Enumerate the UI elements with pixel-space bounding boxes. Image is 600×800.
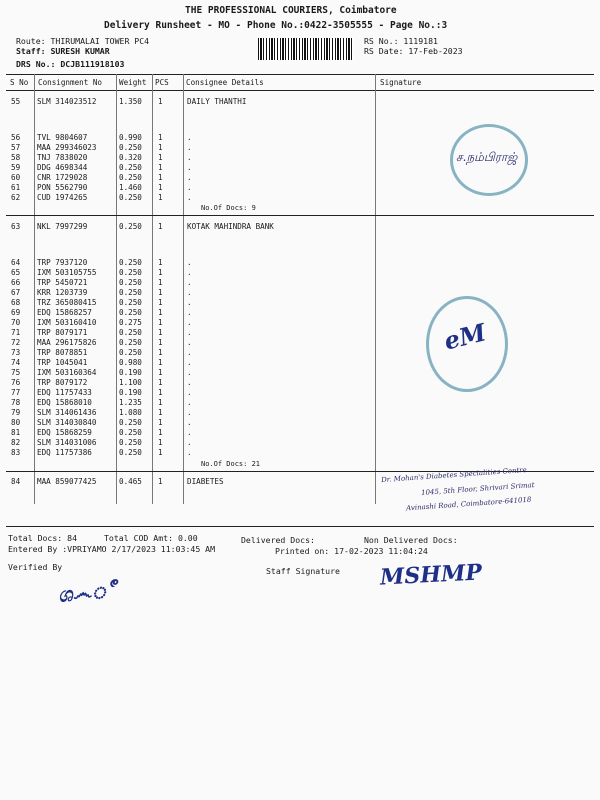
runsheet-subtitle: Delivery Runsheet - MO - Phone No.:0422-3505555 - Page No.:3 xyxy=(104,20,448,31)
barcode-image xyxy=(258,38,354,60)
table-row: 65 IXM 503105755 0.250 1 . xyxy=(11,268,192,277)
table-header xyxy=(0,78,600,88)
table-row: 81 EDQ 15868259 0.250 1 . xyxy=(11,428,192,437)
non-delivered-docs: Non Delivered Docs: xyxy=(364,535,458,545)
col-signature: Signature xyxy=(380,78,422,87)
total-docs: Total Docs: 84 xyxy=(8,533,78,543)
entered-by: Entered By :VPRIYAMO 2/17/2023 11:03:45 AM xyxy=(8,544,216,554)
signature-mark: eM xyxy=(441,317,489,356)
table-row: 70 IXM 503160410 0.275 1 . xyxy=(11,318,192,327)
table-row: 77 EDQ 11757433 0.190 1 . xyxy=(11,388,192,397)
tamil-signature: ச.நம்பிராஜ் xyxy=(456,150,518,164)
table-row: 67 KRR 1203739 0.250 1 . xyxy=(11,288,192,297)
col-consignee: Consignee Details xyxy=(186,78,264,87)
staff-label: Staff: SURESH KUMAR xyxy=(16,46,110,56)
table-row: 74 TRP 1045041 0.980 1 . xyxy=(11,358,192,367)
total-cod: Total COD Amt: 0.00 xyxy=(104,533,198,543)
table-row: 55 SLM 314023512 1.350 1 DAILY THANTHI xyxy=(11,97,247,106)
table-row: 66 TRP 5450721 0.250 1 . xyxy=(11,278,192,287)
table-header-rule xyxy=(6,90,594,91)
table-row: 76 TRP 8079172 1.100 1 . xyxy=(11,378,192,387)
rs-date: RS Date: 17-Feb-2023 xyxy=(364,46,463,56)
col-pcs: PCS xyxy=(155,78,169,87)
col-weight: Weight xyxy=(119,78,147,87)
table-row: 59 DDG 4698344 0.250 1 . xyxy=(11,163,192,172)
group-divider xyxy=(6,215,594,216)
staff-signature-mark: MSHMP xyxy=(379,559,483,591)
table-row: 84 MAA 859077425 0.465 1 DIABETES xyxy=(11,477,224,486)
table-row: 82 SLM 314031006 0.250 1 . xyxy=(11,438,192,447)
table-row: 80 SLM 314030840 0.250 1 . xyxy=(11,418,192,427)
col-consignment: Consignment No xyxy=(38,78,103,87)
rs-number: RS No.: 1119181 xyxy=(364,36,438,46)
printed-on: Printed on: 17-02-2023 11:04:24 xyxy=(275,546,428,556)
table-row: 61 PON 5562790 1.460 1 . xyxy=(11,183,192,192)
table-row: 72 MAA 296175826 0.250 1 . xyxy=(11,338,192,347)
table-row: 83 EDQ 11757386 0.250 1 . xyxy=(11,448,192,457)
table-row: 64 TRP 7937120 0.250 1 . xyxy=(11,258,192,267)
table-row: 71 TRP 8079171 0.250 1 . xyxy=(11,328,192,337)
table-row: 69 EDQ 15868257 0.250 1 . xyxy=(11,308,192,317)
diabetes-stamp-line1: Dr. Mohan's Diabetes Specialities Centre xyxy=(380,465,528,485)
footer-rule xyxy=(6,526,594,527)
table-row: 57 MAA 299346023 0.250 1 . xyxy=(11,143,192,152)
table-row: 78 EDQ 15868010 1.235 1 . xyxy=(11,398,192,407)
diabetes-stamp-line3: Avinashi Road, Coimbatore-641018 xyxy=(405,495,532,513)
table-row: 62 CUD 1974265 0.250 1 . xyxy=(11,193,192,202)
table-row: 56 TVL 9804607 0.990 1 . xyxy=(11,133,192,142)
table-row: 75 IXM 503160364 0.190 1 . xyxy=(11,368,192,377)
drs-number: DRS No.: DCJB111918103 xyxy=(16,59,125,69)
staff-signature-label: Staff Signature xyxy=(266,566,340,576)
table-row: 58 TNJ 7838020 0.320 1 . xyxy=(11,153,192,162)
table-top-rule xyxy=(6,74,594,75)
table-row: 63 NKL 7997299 0.250 1 KOTAK MAHINDRA BANK xyxy=(11,222,274,231)
col-sno: S No xyxy=(10,78,29,87)
table-row: 68 TRZ 365080415 0.250 1 . xyxy=(11,298,192,307)
group-docs-count: No.Of Docs: 21 xyxy=(201,460,261,468)
delivered-docs: Delivered Docs: xyxy=(241,535,315,545)
table-row: 60 CNR 1729028 0.250 1 . xyxy=(11,173,192,182)
company-title: THE PROFESSIONAL COURIERS, Coimbatore xyxy=(185,5,397,16)
table-row: 79 SLM 314061436 1.080 1 . xyxy=(11,408,192,417)
group-docs-count: No.Of Docs: 9 xyxy=(201,204,256,212)
table-row: 73 TRP 8078851 0.250 1 . xyxy=(11,348,192,357)
diabetes-stamp-line2: 1045, 5th Floor, Shrivari Srimat xyxy=(420,481,535,497)
route-label: Route: THIRUMALAI TOWER PC4 xyxy=(16,36,150,46)
verified-by: Verified By xyxy=(8,562,63,572)
verifier-signature: ශ෴ீ xyxy=(56,576,119,608)
